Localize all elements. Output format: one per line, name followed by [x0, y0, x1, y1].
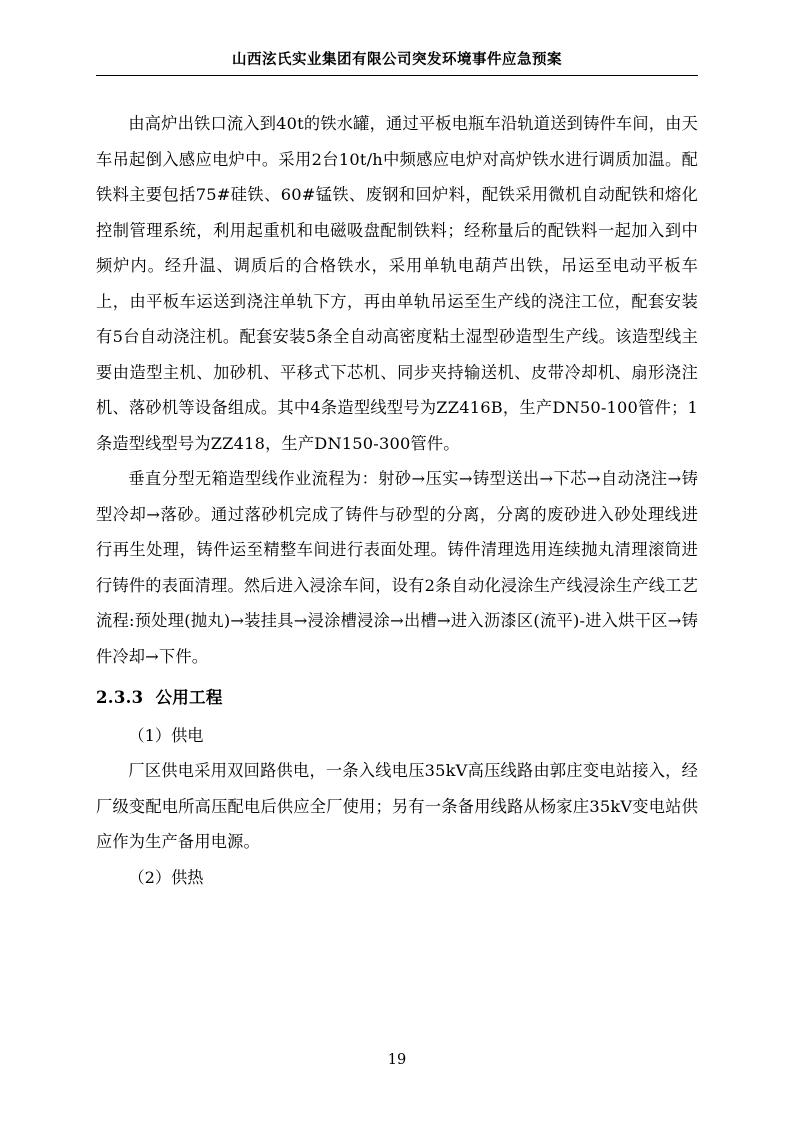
- body-paragraph-2: 垂直分型无箱造型线作业流程为：射砂→压实→铸型送出→下芯→自动浇注→铸型冷却→落砂。通过落砂机完成了铸件与砂型的分离，分离的废砂进入砂处理线进行再生处理，铸件运至精整车间进行表面处理。铸件清理选用连续抛丸清理滚筒进行铸件的表面清理。然后进入浸涂车间，设有2条自动化浸涂生产线浸涂生产线工艺流程:预处理(抛丸)→装挂具→浸涂槽浸涂→出槽→进入沥漆区(流平)-进入烘干区→铸件冷却→下件。: [96, 469, 698, 666]
- section-number: 2.3.3: [96, 688, 144, 707]
- page-header-title: 山西泫氏实业集团有限公司突发环境事件应急预案: [96, 48, 698, 76]
- list-item-body-1: 厂区供电采用双回路供电，一条入线电压35kV高压线路由郭庄变电站接入，经厂级变配电所高压配电后供应全厂使用；另有一条备用线路从杨家庄35kV变电站供应作为生产备用电源。: [96, 761, 698, 851]
- body-paragraph-1: 由高炉出铁口流入到40t的铁水罐，通过平板电瓶车沿轨道送到铸件车间，由天车吊起倒入感应电炉中。采用2台10t/h中频感应电炉对高炉铁水进行调质加温。配铁料主要包括75#硅铁、60#锰铁、废钢和回炉料，配铁采用微机自动配铁和熔化控制管理系统，利用起重机和电磁吸盘配制铁料；经称量后的配铁料一起加入到中频炉内。经升温、调质后的合格铁水，采用单轨电葫芦出铁，吊运至电动平板车上，由平板车运送到浇注单轨下方，再由单轨吊运至生产线的浇注工位，配套安装有5台自动浇注机。配套安装5条全自动高密度粘土湿型砂造型生产线。该造型线主要由造型主机、加砂机、平移式下芯机、同步夹持输送机、皮带冷却机、扇形浇注机、落砂机等设备组成。其中4条造型线型号为ZZ416B，生产DN50-100管件；1条造型线型号为ZZ418，生产DN150-300管件。: [96, 114, 698, 453]
- page-number: 19: [387, 1052, 407, 1068]
- list-item-label-2: （2）供热: [128, 867, 204, 887]
- page-content: [96, 48, 698, 895]
- section-title: 公用工程: [155, 688, 223, 707]
- list-item-label-1: （1）供电: [128, 725, 204, 745]
- section-heading: [96, 680, 698, 716]
